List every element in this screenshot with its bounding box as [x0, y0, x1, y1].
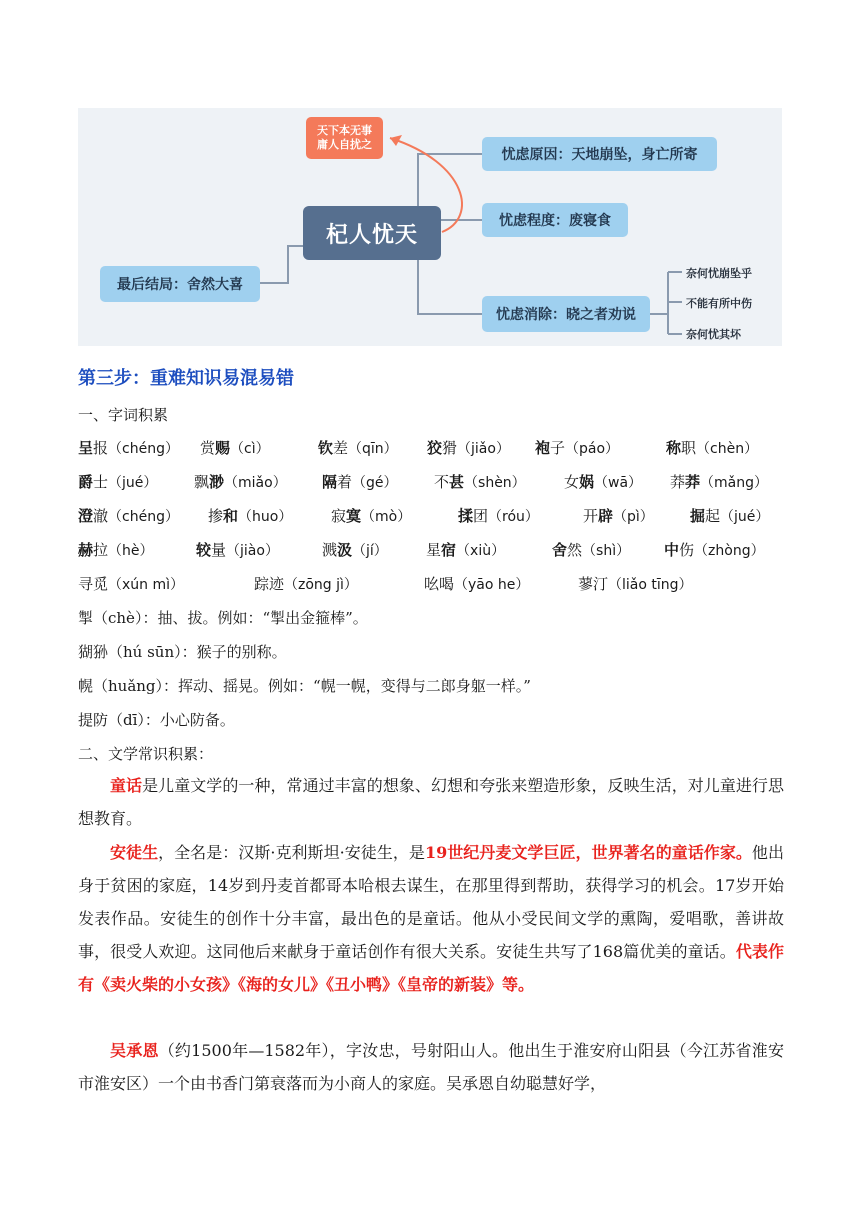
definition-line: 掣（chè）：抽、拔。例如：“掣出金箍棒”。: [78, 609, 368, 627]
vocab-item: 蓼汀（liǎo tīng）: [578, 575, 693, 593]
vocab-item: 掘起（jué）: [690, 507, 770, 525]
vocab-item: 隔着（gé）: [322, 473, 398, 491]
vocab-item: 爵士（jué）: [78, 473, 158, 491]
vocab-item: 踪迹（zōng jì）: [254, 575, 358, 593]
relief-node: 忧虑消除：晓之者劝说: [482, 296, 650, 332]
vocab-item: 寂寞（mò）: [331, 507, 412, 525]
vocab-row-4: [78, 539, 788, 563]
definition-line: 幌（huǎng）：挥动、摇晃。例如：“幌一幌，变得与二郎身躯一样。”: [78, 677, 531, 695]
vocab-item: 揉团（róu）: [458, 507, 539, 525]
vocab-item: 赏赐（cì）: [200, 439, 270, 457]
vocab-row-3: [78, 505, 788, 529]
section-title-vocab: 一、字词积累: [78, 406, 169, 424]
connector-relief-items: [650, 272, 682, 334]
ending-node: 最后结局：舍然大喜: [100, 266, 260, 302]
relief-item-1: 奈何忧崩坠乎: [686, 267, 752, 280]
section-title-literature: 二、文学常识积累：: [78, 745, 214, 763]
vocab-item: 开辟（pì）: [583, 507, 654, 525]
center-node: 杞人忧天: [303, 206, 441, 260]
connector-relief: [418, 260, 482, 314]
connector-ending: [260, 246, 303, 283]
vocab-item: 钦差（qīn）: [318, 439, 398, 457]
vocab-row-1: [78, 437, 788, 461]
vocab-item: 舍然（shì）: [552, 541, 631, 559]
degree-node: 忧虑程度：废寝食: [482, 203, 628, 237]
vocab-item: 溅汲（jí）: [322, 541, 388, 559]
vocab-item: 莽莽（mǎng）: [670, 473, 769, 491]
reason-node: 忧虑原因：天地崩坠，身亡所寄: [482, 137, 717, 171]
vocab-row-2: [78, 471, 788, 495]
vocab-item: 袍子（páo）: [535, 439, 620, 457]
vocab-item: 飘渺（miǎo）: [194, 473, 287, 491]
definition-line: 提防（dī）：小心防备。: [78, 711, 235, 729]
vocab-item: 称职（chèn）: [666, 439, 759, 457]
vocab-item: 吆喝（yāo he）: [424, 575, 530, 593]
vocab-item: 呈报（chéng）: [78, 439, 179, 457]
paragraph-andersen: 安徒生，全名是：汉斯·克利斯坦·安徒生，是19世纪丹麦文学巨匠，世界著名的童话作家。他出身于贫困的家庭，14岁到丹麦首都哥本哈根去谋生，在那里得到帮助，获得学习的机会。17岁开始发表作品。安徒生的创作十分丰富，最出色的是童话。他从小受民间文学的熏陶，爱唱歌，善讲故事，很受人欢迎。这同他后来献身于童话创作有很大关系。安徒生共写了168篇优美的童话。代表作有《卖火柴的小女孩》《海的女儿》《丑小鸭》《皇帝的新装》等。: [78, 843, 784, 994]
term-wu-chengen: 吴承恩: [110, 1041, 159, 1060]
vocab-item: 星宿（xiù）: [426, 541, 506, 559]
vocab-item: 赫拉（hè）: [78, 541, 154, 559]
vocab-item: 狡猾（jiǎo）: [427, 439, 510, 457]
vocab-item: 较量（jiào）: [196, 541, 279, 559]
vocab-item: 寻觅（xún mì）: [78, 575, 185, 593]
note-line-1: 天下本无事: [317, 124, 372, 137]
connector-reason: [418, 154, 482, 208]
mind-map: [78, 108, 782, 346]
term-fairy-tale: 童话: [110, 776, 143, 795]
note-line-2: 庸人自扰之: [317, 138, 372, 151]
vocab-item: 女娲（wā）: [564, 473, 643, 491]
vocab-item: 中伤（zhòng）: [664, 541, 765, 559]
term-andersen: 安徒生: [110, 843, 159, 862]
arrow-head-icon: [390, 135, 402, 146]
vocab-item: 澄澈（chéng）: [78, 507, 179, 525]
step-heading: 第三步：重难知识易混易错: [78, 368, 294, 389]
vocab-item: 不甚（shèn）: [434, 473, 526, 491]
relief-item-3: 奈何忧其坏: [686, 328, 741, 341]
paragraph-fairy-tale: 童话是儿童文学的一种，常通过丰富的想象、幻想和夸张来塑造形象，反映生活，对儿童进行思想教育。: [78, 776, 784, 828]
note-node: [306, 117, 383, 159]
vocab-item: 掺和（huo）: [208, 507, 293, 525]
definition-line: 猢狲（hú sūn）：猴子的别称。: [78, 643, 287, 661]
vocab-row-5: [78, 573, 788, 597]
paragraph-wu-chengen: 吴承恩（约1500年—1582年），字汝忠，号射阳山人。他出生于淮安府山阳县（今江苏省淮安市淮安区）一个由书香门第衰落而为小商人的家庭。吴承恩自幼聪慧好学，: [78, 1041, 784, 1093]
relief-item-2: 不能有所中伤: [686, 297, 752, 310]
